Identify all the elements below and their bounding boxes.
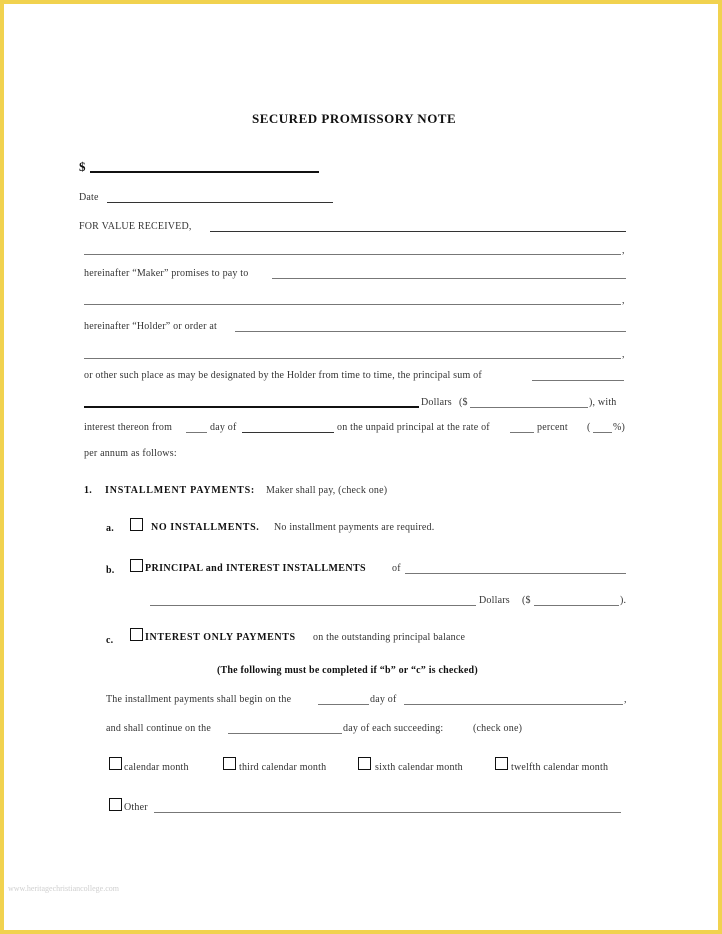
frequency-label-4: twelfth calendar month [511,762,609,773]
option-c-letter: c. [106,635,114,646]
schedule-begin-text: The installment payments shall begin on the [106,694,292,705]
rate-words-field[interactable] [510,432,534,433]
dollars-label: Dollars [421,397,452,408]
other-field[interactable] [154,812,621,813]
option-b-dollars: Dollars [479,595,510,606]
for-value-received-label: FOR VALUE RECEIVED, [79,221,192,232]
begin-month-field[interactable] [404,704,623,705]
comma-3: , [622,349,625,360]
date-field[interactable] [107,202,333,203]
holder-text: hereinafter “Holder” or order at [84,321,217,332]
unpaid-principal-text: on the unpaid principal at the rate of [337,422,490,433]
holder-name-field[interactable] [272,278,626,279]
rate-figure-field[interactable] [593,432,612,433]
schedule-comma: , [624,694,627,705]
amount-field[interactable] [90,171,319,173]
option-b-paren: ($ [522,595,531,606]
schedule-each-text: day of each succeeding: [343,723,444,734]
paren-dollar: ($ [459,397,468,408]
comma-2: , [622,295,625,306]
begin-day-field[interactable] [318,704,369,705]
maker-name-field[interactable] [210,231,626,232]
other-label: Other [124,802,148,813]
schedule-check-one: (check one) [473,723,523,734]
frequency-label-3: sixth calendar month [375,762,463,773]
installment-words-field[interactable] [150,605,476,606]
option-b-close: ). [620,595,627,606]
interest-from-text: interest thereon from [84,422,173,433]
percent-text: percent [537,422,568,433]
option-a-label: NO INSTALLMENTS. [151,522,260,533]
section-heading: INSTALLMENT PAYMENTS: [105,485,256,496]
installment-amount-field[interactable] [405,573,626,574]
comma-1: , [622,245,625,256]
holder-name-field-2[interactable] [84,304,621,305]
interest-day-field[interactable] [186,432,207,433]
date-label: Date [79,192,99,203]
option-b-checkbox[interactable] [130,559,143,572]
section-number: 1. [84,485,92,496]
continue-day-field[interactable] [228,733,342,734]
interest-month-field[interactable] [242,432,334,433]
principal-sum-field[interactable] [532,380,624,381]
schedule-day-of: day of [370,694,397,705]
other-checkbox[interactable] [109,798,122,811]
option-c-description: on the outstanding principal balance [313,632,466,643]
frequency-checkbox-1[interactable] [109,757,122,770]
conditional-note: (The following must be completed if “b” or “c” is checked) [217,665,478,676]
installment-figure-field[interactable] [534,605,619,606]
option-b-of: of [392,563,401,574]
frequency-checkbox-4[interactable] [495,757,508,770]
day-of-text: day of [210,422,237,433]
dollar-sign: $ [79,159,86,174]
principal-figure-field[interactable] [470,407,588,408]
maker-promises-text: hereinafter “Maker” promises to pay to [84,268,249,279]
frequency-label-2: third calendar month [239,762,327,773]
document-title: SECURED PROMISSORY NOTE [252,111,457,126]
principal-words-field[interactable] [84,406,419,408]
frequency-checkbox-3[interactable] [358,757,371,770]
holder-address-field-2[interactable] [84,358,621,359]
principal-sum-text: or other such place as may be designated by the Holder from time to time, the principal sum of [84,370,482,381]
maker-name-field-2[interactable] [84,254,621,255]
option-c-label: INTEREST ONLY PAYMENTS [145,632,296,643]
option-b-letter: b. [106,565,115,576]
option-b-label: PRINCIPAL and INTEREST INSTALLMENTS [145,563,367,574]
option-a-description: No installment payments are required. [274,522,435,533]
percent-close: %) [613,422,626,433]
with-text: ), with [589,397,617,408]
frequency-label-1: calendar month [124,762,189,773]
option-c-checkbox[interactable] [130,628,143,641]
frequency-checkbox-2[interactable] [223,757,236,770]
option-a-checkbox[interactable] [130,518,143,531]
schedule-continue-text: and shall continue on the [106,723,211,734]
option-a-letter: a. [106,523,114,534]
percent-paren: ( [587,422,591,433]
section-heading-rest: Maker shall pay, (check one) [266,485,388,496]
holder-address-field[interactable] [235,331,626,332]
per-annum-text: per annum as follows: [84,448,177,459]
document-page [4,4,718,930]
watermark-text: www.heritagechristiancollege.com [8,884,119,893]
